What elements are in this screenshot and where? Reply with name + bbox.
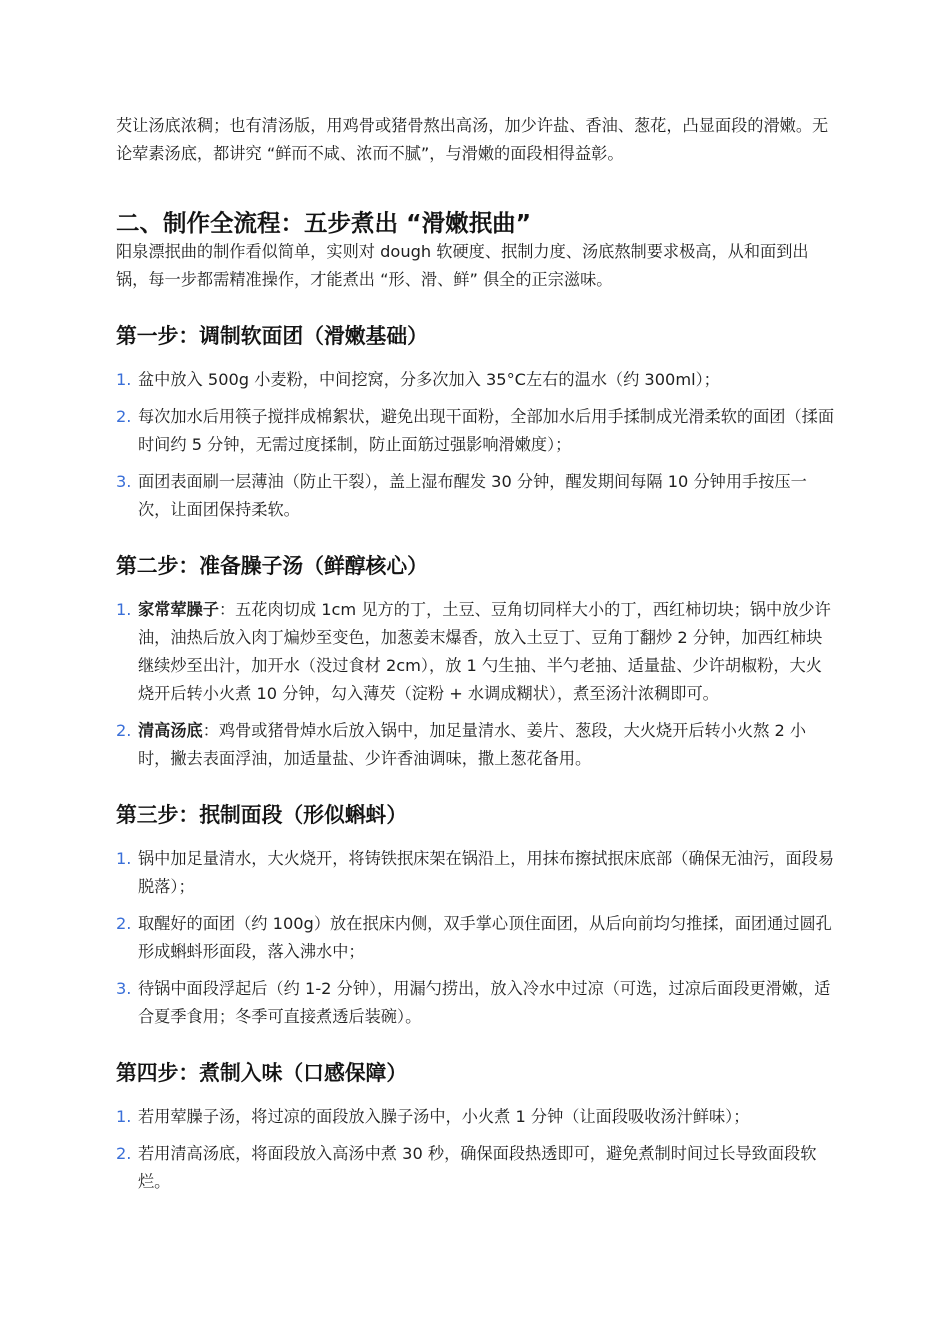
list-item xyxy=(116,596,838,708)
list-item-text: 锅中加足量清水，大火烧开，将铸铁抿床架在锅沿上，用抹布擦拭抿床底部（确保无油污，面段易脱落）； xyxy=(138,849,835,896)
document-page xyxy=(116,112,838,1196)
step-list xyxy=(116,1103,838,1196)
step-heading: 第三步：抿制面段（形似蝌蚪） xyxy=(116,803,408,827)
list-number: 1. xyxy=(116,1107,132,1126)
intro-paragraph: 芡让汤底浓稠；也有清汤版，用鸡骨或猪骨熬出高汤，加少许盐、香油、葱花，凸显面段的滑嫩。无论荤素汤底，都讲究 “鲜而不咸、浓而不腻”，与滑嫩的面段相得益彰。 xyxy=(116,116,829,163)
list-number: 2. xyxy=(116,914,132,933)
list-item-text: 若用荤臊子汤，将过凉的面段放入臊子汤中，小火煮 1 分钟（让面段吸收汤汁鲜味）； xyxy=(138,1107,750,1126)
list-number: 3. xyxy=(116,472,132,491)
list-number: 3. xyxy=(116,979,132,998)
list-item-text: ：鸡骨或猪骨焯水后放入锅中，加足量清水、姜片、葱段，大火烧开后转小火熬 2 小时，撇去表面浮油，加适量盐、少许香油调味，撒上葱花备用。 xyxy=(138,721,807,768)
section-heading: 二、制作全流程：五步煮出 “滑嫩抿曲” xyxy=(116,209,532,237)
list-number: 1. xyxy=(116,849,132,868)
step-list xyxy=(116,845,838,1031)
step-list xyxy=(116,366,838,524)
list-item-text: 待锅中面段浮起后（约 1-2 分钟），用漏勺捞出，放入冷水中过凉（可选，过凉后面段更滑嫩，适合夏季食用；冬季可直接煮透后装碗）。 xyxy=(138,979,831,1026)
section-paragraph: 阳泉漂抿曲的制作看似简单，实则对 dough 软硬度、抿制力度、汤底熬制要求极高，从和面到出锅，每一步都需精准操作，才能煮出 “形、滑、鲜” 俱全的正宗滋味。 xyxy=(116,242,809,289)
list-item xyxy=(116,975,838,1031)
list-item-text: 盆中放入 500g 小麦粉，中间挖窝，分多次加入 35°C左右的温水（约 300ml）； xyxy=(138,370,720,389)
list-number: 1. xyxy=(116,600,132,619)
list-item xyxy=(116,845,838,901)
list-item xyxy=(116,403,838,459)
steps-container xyxy=(116,322,838,1196)
list-item xyxy=(116,468,838,524)
list-item xyxy=(116,717,838,773)
list-item-text: 取醒好的面团（约 100g）放在抿床内侧，双手掌心顶住面团，从后向前均匀推揉，面团通过圆孔形成蝌蚪形面段，落入沸水中； xyxy=(138,914,832,961)
step-heading: 第一步：调制软面团（滑嫩基础） xyxy=(116,324,428,348)
list-item xyxy=(116,1140,838,1196)
list-item-text: 面团表面刷一层薄油（防止干裂），盖上湿布醒发 30 分钟，醒发期间每隔 10 分钟用手按压一次，让面团保持柔软。 xyxy=(138,472,807,519)
list-item xyxy=(116,910,838,966)
list-item-text: ：五花肉切成 1cm 见方的丁，土豆、豆角切同样大小的丁，西红柿切块；锅中放少许油，油热后放入肉丁煸炒至变色，加葱姜末爆香，放入土豆丁、豆角丁翻炒 2 分钟，加西红柿块继续炒至出汁，加开水（没过食材 2cm），放 1 勺生抽、半勺老抽、适量盐、少许胡椒粉，大火烧开后转小火煮 10 分钟，勾入薄芡（淀粉 + 水调成糊状），煮至汤汁浓稠即可。 xyxy=(138,600,831,703)
list-number: 2. xyxy=(116,407,132,426)
list-item-text: 若用清高汤底，将面段放入高汤中煮 30 秒，确保面段热透即可，避免煮制时间过长导致面段软烂。 xyxy=(138,1144,817,1191)
list-item xyxy=(116,366,838,394)
list-item-text: 每次加水后用筷子搅拌成棉絮状，避免出现干面粉，全部加水后用手揉制成光滑柔软的面团（揉面时间约 5 分钟，无需过度揉制，防止面筋过强影响滑嫩度）； xyxy=(138,407,835,454)
step-heading: 第二步：准备臊子汤（鲜醇核心） xyxy=(116,554,428,578)
list-item-lead: 清高汤底 xyxy=(138,721,203,740)
list-number: 2. xyxy=(116,1144,132,1163)
step-list xyxy=(116,596,838,773)
list-number: 2. xyxy=(116,721,132,740)
step-heading: 第四步：煮制入味（口感保障） xyxy=(116,1061,408,1085)
list-item-lead: 家常荤臊子 xyxy=(138,600,219,619)
list-number: 1. xyxy=(116,370,132,389)
list-item xyxy=(116,1103,838,1131)
